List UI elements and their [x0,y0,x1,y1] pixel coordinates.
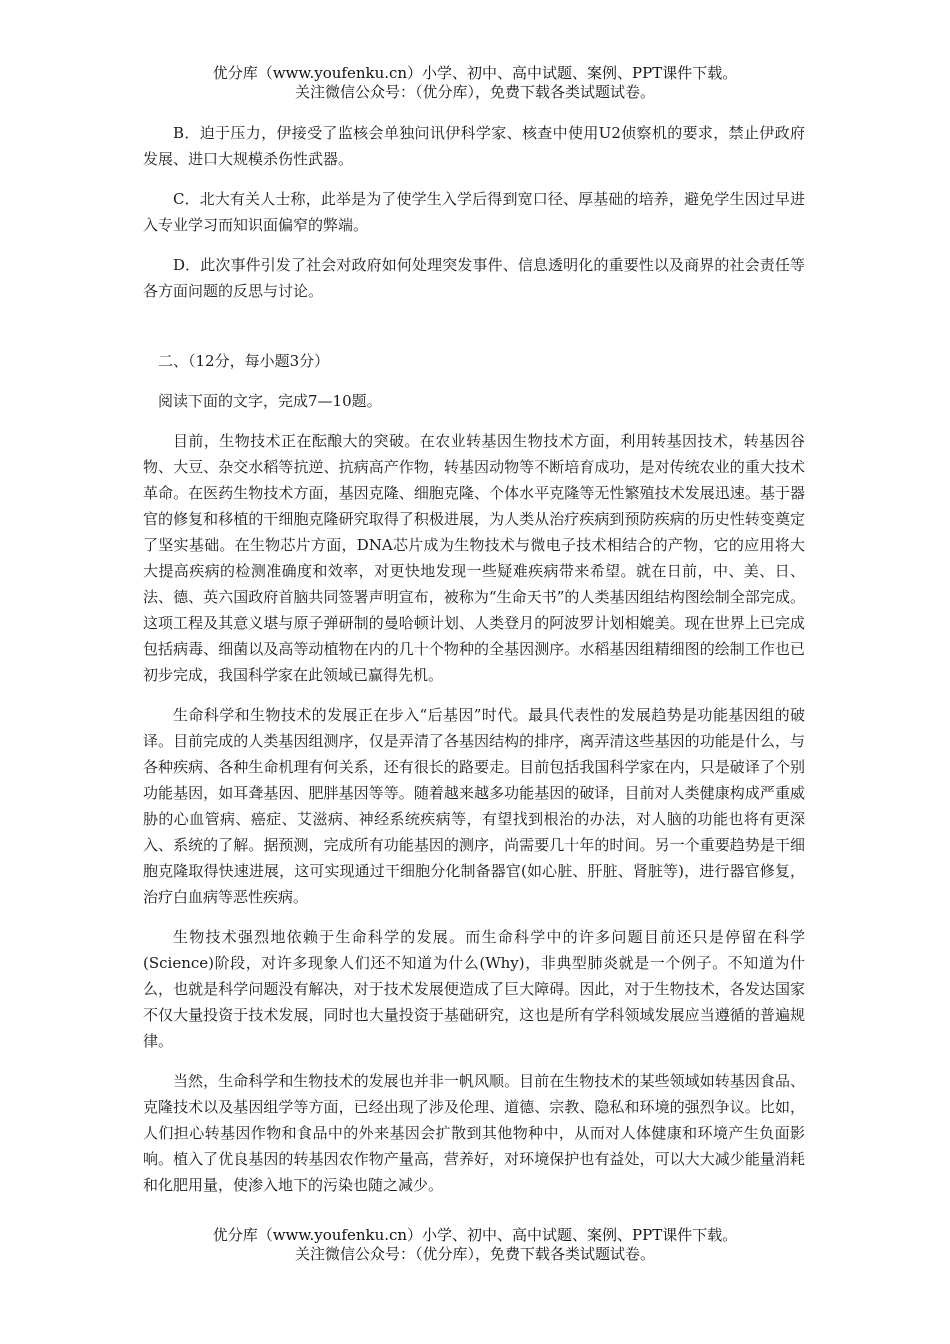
footer-line-2: 关注微信公众号：（优分库），免费下载各类试题试卷。 [294,1245,655,1263]
section-heading: 二、（12分，每小题3分） [158,352,330,370]
footer-line-1: 优分库（www.youfenku.cn）小学、初中、高中试题、案例、PPT课件下载。 [212,1226,738,1244]
option-d: D．此次事件引发了社会对政府如何处理突发事件、信息透明化的重要性以及商界的社会责任等各方面问题的反思与讨论。 [143,256,805,300]
section-instruction: 阅读下面的文字，完成7—10题。 [158,392,382,410]
passage-paragraph-1: 目前，生物技术正在酝酿大的突破。在农业转基因生物技术方面，利用转基因技术，转基因谷物、大豆、杂交水稻等抗逆、抗病高产作物，转基因动物等不断培育成功，是对传统农业的重大技术革命。在医药生物技术方面，基因克隆、细胞克隆、个体水平克隆等无性繁殖技术发展迅速。基于器官的修复和移植的干细胞克隆研究取得了积极进展，为人类从治疗疾病到预防疾病的历史性转变奠定了坚实基础。在生物芯片方面，DNA芯片成为生物技术与微电子技术相结合的产物，它的应用将大大提高疾病的检测准确度和效率，对更快地发现一些疑难疾病带来希望。就在日前，中、美、日、法、德、英六国政府首脑共同签署声明宣布，被称为“生命天书”的人类基因组结构图绘制全部完成。这项工程及其意义堪与原子弹研制的曼哈顿计划、人类登月的阿波罗计划相媲美。现在世界上已完成包括病毒、细菌以及高等动植物在内的几十个物种的全基因测序。水稻基因组精细图的绘制工作也已初步完成，我国科学家在此领域已赢得先机。 [143,432,805,684]
passage-paragraph-4: 当然，生命科学和生物技术的发展也并非一帆风顺。目前在生物技术的某些领域如转基因食品、克隆技术以及基因组学等方面，已经出现了涉及伦理、道德、宗教、隐私和环境的强烈争议。比如，人们担心转基因作物和食品中的外来基因会扩散到其他物种中，从而对人体健康和环境产生负面影响。植入了优良基因的转基因农作物产量高，营养好，对环境保护也有益处，可以大大减少能量消耗和化肥用量，使渗入地下的污染也随之减少。 [143,1072,805,1194]
option-b: B．迫于压力，伊接受了监核会单独问讯伊科学家、核查中使用U2侦察机的要求，禁止伊政府发展、进口大规模杀伤性武器。 [143,124,805,168]
passage-paragraph-3: 生物技术强烈地依赖于生命科学的发展。而生命科学中的许多问题目前还只是停留在科学(Science)阶段，对许多现象人们还不知道为什么(Why)，非典型肺炎就是一个例子。不知道为什么，也就是科学问题没有解决，对于技术发展便造成了巨大障碍。因此，对于生物技术，各发达国家不仅大量投资于技术发展，同时也大量投资于基础研究，这也是所有学科领域发展应当遵循的普遍规律。 [143,928,805,1050]
passage-paragraph-2: 生命科学和生物技术的发展正在步入“后基因”时代。最具代表性的发展趋势是功能基因组的破译。目前完成的人类基因组测序，仅是弄清了各基因结构的排序，离弄清这些基因的功能是什么，与各种疾病、各种生命机理有何关系，还有很长的路要走。目前包括我国科学家在内，只是破译了个别功能基因，如耳聋基因、肥胖基因等等。随着越来越多功能基因的破译，目前对人类健康构成严重威胁的心血管病、癌症、艾滋病、神经系统疾病等，有望找到根治的办法，对人脑的功能也将有更深入、系统的了解。据预测，完成所有功能基因的测序，尚需要几十年的时间。另一个重要趋势是干细胞克隆取得快速进展，这可实现通过干细胞分化制备器官(如心脏、肝脏、肾脏等)，进行器官修复，治疗白血病等恶性疾病。 [143,706,805,906]
document-body [143,120,805,1212]
header-line-1: 优分库（www.youfenku.cn）小学、初中、高中试题、案例、PPT课件下载。 [212,64,738,82]
header-line-2: 关注微信公众号：（优分库），免费下载各类试题试卷。 [294,83,655,101]
page-footer [0,1226,950,1264]
option-c: C．北大有关人士称，此举是为了使学生入学后得到宽口径、厚基础的培养，避免学生因过早进入专业学习而知识面偏窄的弊端。 [143,190,805,234]
page-header [0,64,950,102]
